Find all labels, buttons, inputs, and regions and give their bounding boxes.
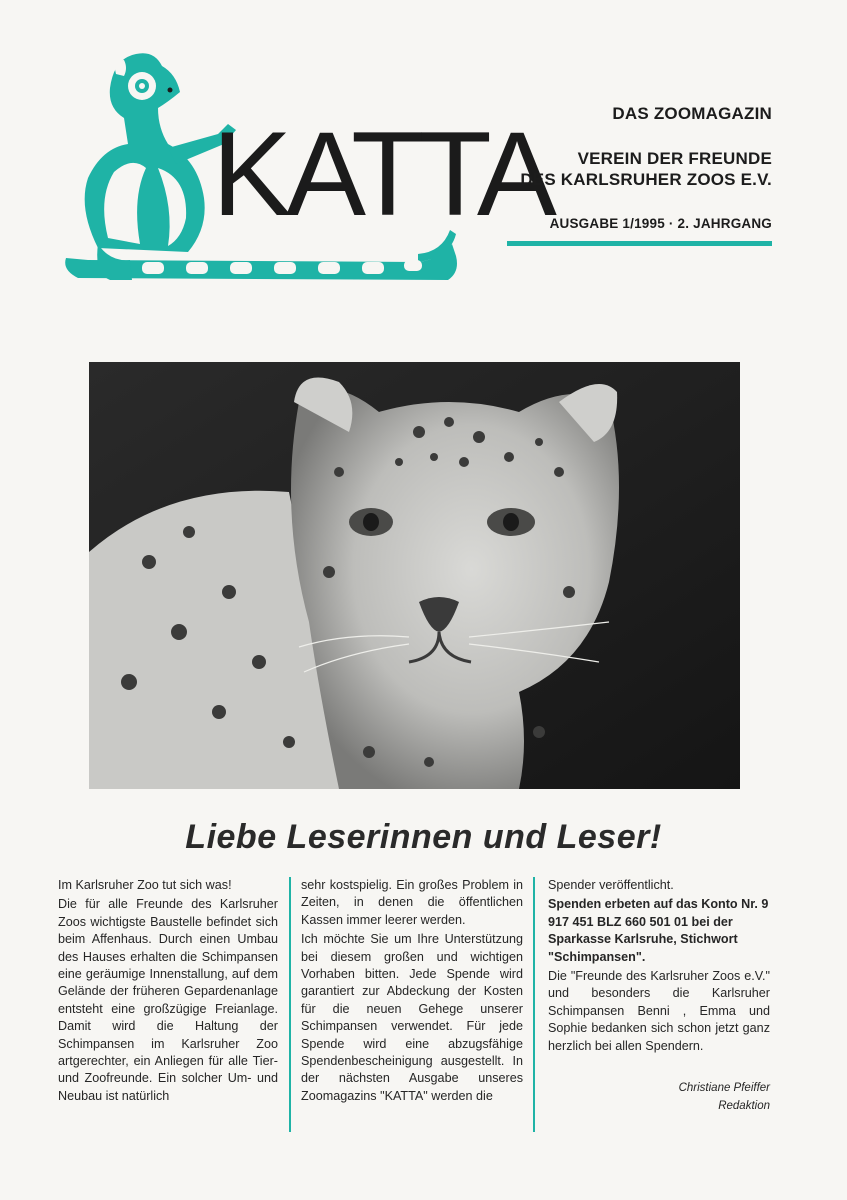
column-3 <box>548 877 770 1115</box>
col3-para-3: Die "Freunde des Karlsruher Zoos e.V." und besonders die Karlsruher Schimpansen Benni , Emma und Sophie bedanken sich schon jetzt ganz herzlich bei allen Spendern. <box>548 969 770 1053</box>
association-line-1: VEREIN DER FREUNDE <box>577 149 772 168</box>
issue-label: AUSGABE 1/1995 · 2. JAHRGANG <box>549 216 772 231</box>
association-name <box>520 148 772 190</box>
katta-wordmark <box>212 96 551 252</box>
donation-account-info: Spenden erbeten auf das Konto Nr. 9 917 451 BLZ 660 501 01 bei der Sparkasse Karlsruhe, Stichwort "Schimpansen". <box>548 897 769 964</box>
snow-leopard-photo <box>89 362 740 789</box>
col2-para-2: Ich möchte Sie um Ihre Unterstützung bei diesem großen und wichtigen Vorhaben bitten. Jede Spende wird garantiert zur Abdeckung der Kosten für die neuen Gehege unserer Schimpansen verwendet. Für jede Spende wird eine abzugsfähige Spendenbescheinigung ausgestellt. In der nächsten Ausgabe unseres Zoomagazins "KATTA" werden die <box>301 932 523 1103</box>
snow-leopard-illustration <box>89 362 740 789</box>
col1-intro: Im Karlsruher Zoo tut sich was! <box>58 878 232 892</box>
column-1 <box>58 877 278 1107</box>
column-rule-2 <box>533 877 535 1132</box>
signature-spacer <box>548 1057 770 1079</box>
magazine-label: DAS ZOOMAGAZIN <box>612 104 772 123</box>
column-2 <box>301 877 523 1107</box>
signature-role: Redaktion <box>718 1100 770 1113</box>
header-rule <box>507 241 772 246</box>
col2-para-1: sehr kostspielig. Ein großes Problem in Zeiten, in denen die öffentlichen Kassen immer leerer werden. <box>301 878 523 927</box>
headline: Liebe Leserinnen und Leser! <box>185 818 662 856</box>
column-rule-1 <box>289 877 291 1132</box>
signature-name: Christiane Pfeiffer <box>678 1082 770 1095</box>
association-line-2: DES KARLSRUHER ZOOS E.V. <box>520 170 772 189</box>
col3-para-1: Spender veröffentlicht. <box>548 878 674 892</box>
katta-wordmark-text: KATTA <box>212 107 551 241</box>
col1-body: Die für alle Freunde des Karlsruher Zoos wichtigste Baustelle befindet sich beim Affenhaus. Durch einen Umbau des Hauses erhalten die Schimpansen eine geräumige Innenstallung, auf dem Gelände der früheren Gepardenanlage entsteht eine großzügige Freianlage. Damit wird die Haltung der Schimpansen im Karlsruher Zoo artgerechter, ein Anliegen für alle Tier- und Zoofreunde. Ein solcher Um- und Neubau ist natürlich <box>58 897 278 1103</box>
